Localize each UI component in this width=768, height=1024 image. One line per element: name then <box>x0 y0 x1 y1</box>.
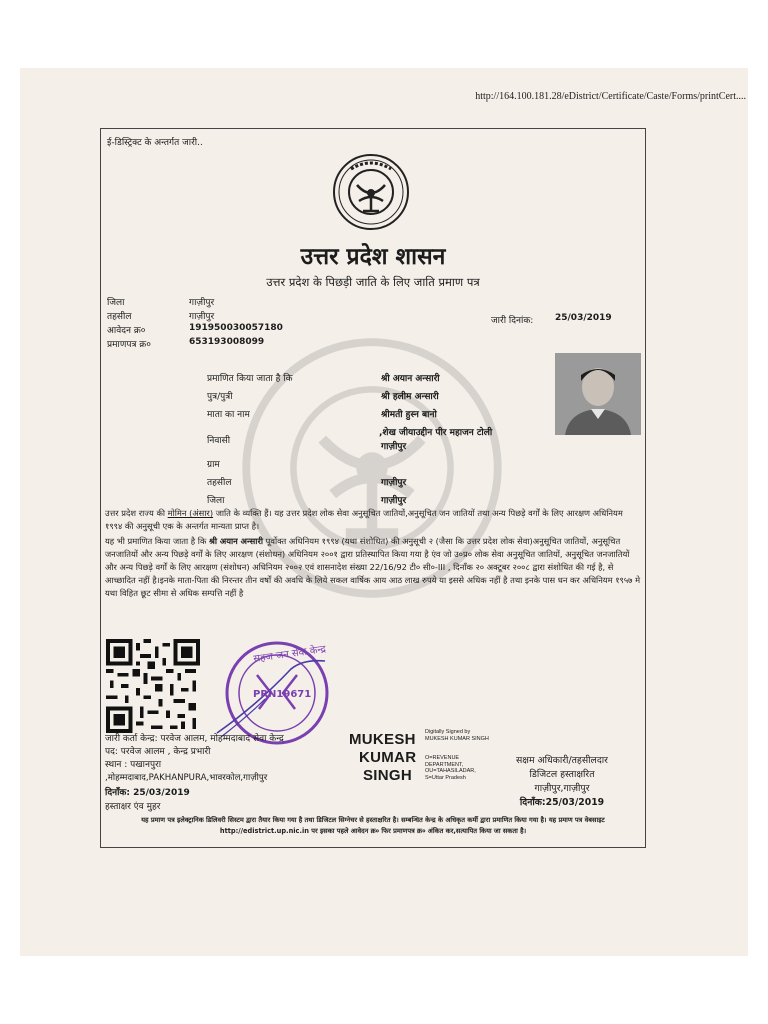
signer-last-name: SINGH <box>363 767 413 784</box>
signer-first-name: MUKESH <box>349 731 416 748</box>
creamy-layer-paragraph <box>105 535 641 600</box>
digital-signature-block: Digitally Signed by MUKESH KUMAR SINGH <box>425 729 489 742</box>
qr-code-icon <box>105 639 201 733</box>
issued-under-note: ई-डिस्ट्रिक्ट के अन्तर्गत जारी.. <box>107 138 203 148</box>
digital-signature-org: O=REVENUE DEPARTMENT, OU=TAHASILADAR, S=Uttar Pradesh <box>425 755 476 781</box>
resident-label: निवासी <box>207 436 231 446</box>
para2-text-b: पूर्वोक्त अधिनियम १९९४ (यथा संशोधित) की अनुसूची २ (जैसा कि उत्तर प्रदेश लोक सेवा)अनुसूचित जातियों, अनुसूचित जनजातियों और अन्य पिछड़े वर्गों के लिए आरक्षण (संशोधन) अधिनियम २००१ द्वारा प्रतिस्थापित किया गया है एंव जो उ०प्र० लोक सेवा अनुसूचित जातियों, अनुसूचित जनजातियों और अन्य पिछड़े वर्गों के लिए आरक्षण (संशोधन) अधिनियम २००२ एवं शासनादेश संख्या 22/16/92 टी० सी०-III , दिनाँक २० अक्टूबर २००८ द्वारा संशोधित की गई है, से आच्छादित नहीं है।इनके माता-पिता की निरन्तर तीन वर्षों की अवधि के लिये सकल वार्षिक आय आठ लाख रुपये या इससे अधिक नहीं है तथा इनके पास धन कर अधिनियम १९५७ मे यथा विहित छूट सीमा से अधिक सम्पत्ति नहीं है <box>105 536 641 598</box>
para2-applicant-name: श्री अयान अन्सारी <box>208 536 263 546</box>
applicant-name: श्री अयान अन्सारी <box>381 374 440 384</box>
district-value: गाज़ीपुर <box>189 298 215 308</box>
issue-date-label: जारी दिनांक: <box>491 316 534 326</box>
caste-name: मोमिन (अंसार) <box>167 508 214 518</box>
tehsil-value: गाज़ीपुर <box>189 312 215 322</box>
page-title: उत्तर प्रदेश शासन <box>300 243 446 270</box>
son-label: पुत्र/पुत्री <box>207 392 233 402</box>
issue-date: 25/03/2019 <box>555 313 612 323</box>
authority-location: गाज़ीपुर,गाज़ीपुर <box>534 783 590 794</box>
issuer-address: ,मोहम्मदाबाद,PAKHANPURA,भावरकोल,गाज़ीपुर <box>105 773 268 783</box>
issuer-place: स्थान : पखानपुरा <box>105 760 162 770</box>
seal-top-text: सहज जन सेवा केन्द्र <box>252 643 327 666</box>
signature-seal-label: हस्ताक्षर एंव मुहर <box>105 802 161 812</box>
authority-title: सक्षम अधिकारी/तहसीलदार <box>516 755 608 766</box>
up-govt-emblem-icon <box>329 153 413 231</box>
para1-text-b: जाति के व्यक्ति हैं। यह उत्तर प्रदेश लोक सेवा अनुसूचित जातियों,अनुसूचित जन जातियों तथा अन्य पिछड़े वर्गों के लिए आरक्षण अधिनियम १९९४ की अनुसूची एक के अन्तर्गत मान्यता प्राप्त है। <box>105 508 623 531</box>
certificate-number: 653193008099 <box>189 337 265 347</box>
verification-footnote: यह प्रमाण पत्र इलेक्ट्रानिक डिलिवरी सिस्टम द्वारा तैयार किया गया है तथा डिजिटल सिग्नेचर से हस्ताक्षरित है। सम्बन्धित केन्द्र के अधिकृत कर्मी द्वारा प्रमाणित किया गया है। यह प्रमाण पत्र वेबसाइट http://edistrict.up.nic.in पर इसका पहले आवेदन क्र० फिर प्रमाणपत्र क्र० अंकित कर,सत्यापित किया जा सकता है। <box>141 816 605 835</box>
application-number: 191950030057180 <box>189 323 283 333</box>
issuer-post: पद: परवेज आलम , केन्द्र प्रभारी <box>105 747 211 757</box>
district-label: जिला <box>107 298 125 308</box>
resident-city: गाज़ीपुर <box>381 442 407 452</box>
detail-district-value: गाज़ीपुर <box>381 496 407 506</box>
certificate-frame <box>100 128 646 848</box>
detail-tehsil-value: गाज़ीपुर <box>381 478 407 488</box>
para2-text-a: यह भी प्रमाणित किया जाता है कि <box>105 536 209 546</box>
detail-district-label: जिला <box>207 496 225 506</box>
signer-middle-name: KUMAR <box>359 749 417 766</box>
applicant-photo <box>555 353 641 435</box>
caste-declaration-paragraph <box>105 507 641 533</box>
certificate-number-label: प्रमाणपत्र क्र० <box>107 340 151 350</box>
certificate-subtitle: उत्तर प्रदेश के पिछड़ी जाति के लिए जाति प्रमाण पत्र <box>266 275 480 289</box>
seal-id: PRN19671 <box>253 689 312 700</box>
detail-tehsil-label: तहसील <box>207 478 232 488</box>
application-label: आवेदन क्र० <box>107 326 146 336</box>
authority-digital-signed: डिजिटल हस्ताक्षरित <box>529 769 595 780</box>
father-name: श्री हलीम अन्सारी <box>381 392 439 402</box>
issuer-date: दिनाँक: 25/03/2019 <box>105 788 190 798</box>
issuing-center: जारी कर्ता केन्द्र: परवेज आलम, मोहम्मदाबाद सेवा केन्द्र <box>105 734 284 744</box>
resident-address: ,शेख जीयाउद्दीन पीर महाजन टोली <box>379 428 493 438</box>
certified-label: प्रमाणित किया जाता है कि <box>207 374 293 384</box>
person-photo-icon <box>555 353 641 435</box>
mother-name: श्रीमती हुस्न बानो <box>381 410 437 420</box>
authority-date: दिनाँक:25/03/2019 <box>519 797 605 808</box>
print-url: http://164.100.181.28/eDistrict/Certificate/Caste/Forms/printCert.... <box>475 91 746 102</box>
village-label: ग्राम <box>207 460 220 470</box>
mother-label: माता का नाम <box>207 410 250 420</box>
tehsil-label: तहसील <box>107 312 132 322</box>
para1-text-a: उत्तर प्रदेश राज्य की <box>105 508 168 518</box>
